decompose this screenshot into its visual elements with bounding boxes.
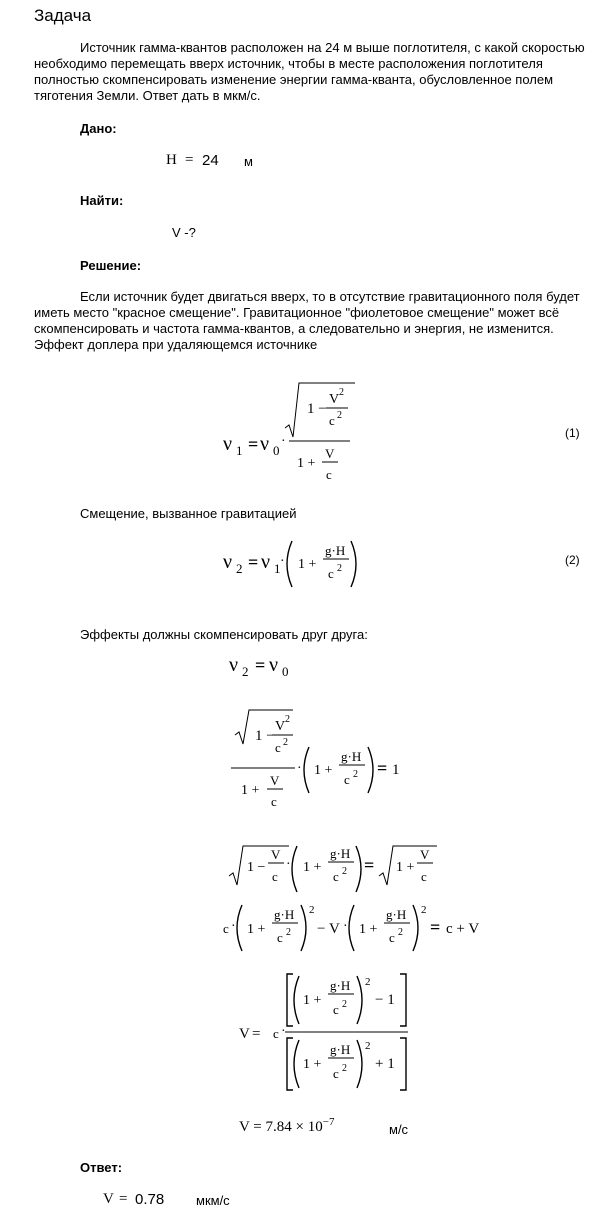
svg-text:1 +: 1 +	[303, 993, 322, 1008]
svg-text:=: =	[255, 655, 266, 675]
svg-text:c: c	[421, 869, 427, 884]
svg-text:1: 1	[392, 762, 400, 778]
svg-text:V: V	[275, 719, 286, 734]
svg-text:V: V	[271, 847, 281, 862]
svg-text:2: 2	[342, 866, 347, 877]
svg-text:c: c	[333, 1066, 339, 1081]
svg-text:2: 2	[337, 410, 342, 421]
svg-text:1 +: 1 +	[241, 783, 260, 798]
svg-text:ν: ν	[261, 551, 271, 573]
svg-text:ν: ν	[223, 433, 233, 455]
svg-text:ν: ν	[269, 654, 279, 676]
svg-text:c: c	[326, 467, 332, 482]
svg-text:c: c	[344, 772, 350, 787]
svg-text:2: 2	[353, 769, 358, 780]
shift-text: Смещение, вызванное гравитацией	[80, 506, 297, 521]
svg-text:2: 2	[286, 927, 291, 938]
svg-text:V: V	[325, 446, 335, 461]
answer-label: Ответ:	[80, 1160, 123, 1175]
svg-text:2: 2	[309, 904, 315, 916]
solution-text: Если источник будет двигаться вверх, то в отсутствие гравитационного поля будет иметь место "красное смещение". Гравитационное "фиолетовое смещение" может всё скомпенсировать и частота гамма-квантов, а следовательно и энергия, не изменится. Эффект доплера при удаляющемся источнике	[34, 289, 580, 352]
svg-text:·: ·	[281, 434, 286, 449]
svg-text:g·H: g·H	[325, 543, 346, 558]
svg-text:g·H: g·H	[330, 846, 351, 861]
svg-text:1 +: 1 +	[297, 456, 316, 471]
sqrt-equation	[225, 838, 445, 898]
svg-text:·: ·	[231, 919, 236, 934]
svg-text:=: =	[252, 1026, 261, 1042]
svg-text:1: 1	[236, 443, 243, 458]
compensate-text: Эффекты должны скомпенсировать друг друга:	[80, 627, 368, 642]
svg-text:2: 2	[242, 664, 249, 679]
svg-text:c: c	[333, 1002, 339, 1017]
combined-equation	[225, 702, 415, 817]
svg-text:g·H: g·H	[341, 749, 362, 764]
svg-text:2: 2	[398, 927, 403, 938]
svg-text:c: c	[389, 930, 395, 945]
svg-text:1 +: 1 +	[298, 557, 317, 572]
result-unit: м/с	[389, 1122, 409, 1137]
svg-text:ν: ν	[223, 551, 233, 573]
svg-text:2: 2	[283, 737, 288, 748]
svg-text:2: 2	[285, 714, 290, 725]
svg-text:1 +: 1 +	[303, 1057, 322, 1072]
svg-text:=: =	[377, 758, 388, 778]
svg-text:2: 2	[421, 904, 427, 916]
find-expr: V -?	[172, 225, 196, 240]
answer-unit: мкм/с	[196, 1193, 230, 1208]
svg-text:1 −: 1 −	[307, 401, 327, 417]
doppler-equation	[215, 375, 365, 490]
svg-text:1: 1	[274, 561, 281, 576]
given-unit: м	[244, 154, 253, 169]
svg-text:2: 2	[236, 561, 243, 576]
svg-text:g·H: g·H	[330, 978, 351, 993]
expanded-equation	[220, 897, 500, 957]
svg-text:2: 2	[337, 563, 342, 574]
svg-text:2: 2	[342, 1063, 347, 1074]
svg-text:=: =	[248, 552, 259, 572]
svg-text:1 +: 1 +	[303, 860, 322, 875]
svg-text:=: =	[364, 855, 375, 875]
page-title: Задача	[34, 6, 92, 25]
svg-text:− V: − V	[317, 921, 340, 937]
problem-text: Источник гамма-квантов расположен на 24 м выше поглотителя, с какой скоростью необходимо перемещать вверх источник, чтобы в месте расположения поглотителя полностью скомпенсировать изменение энергии гамма-кванта, обусловленное полем тяготения Земли. Ответ дать в мкм/с.	[34, 40, 585, 103]
given-value: 24	[202, 152, 219, 169]
svg-text:·: ·	[286, 857, 291, 872]
svg-text:c: c	[329, 413, 335, 428]
svg-text:2: 2	[365, 1040, 371, 1052]
svg-text:ν: ν	[229, 654, 239, 676]
svg-text:1 +: 1 +	[359, 922, 378, 937]
svg-text:V: V	[239, 1026, 250, 1042]
result-exponent: −7	[322, 1116, 335, 1128]
svg-text:c: c	[273, 1026, 279, 1041]
svg-text:g·H: g·H	[274, 907, 295, 922]
svg-text:1 −: 1 −	[247, 860, 266, 875]
svg-text:1 +: 1 +	[314, 763, 333, 778]
given-var: H	[166, 152, 177, 168]
velocity-formula	[235, 966, 425, 1096]
eq1-number: (1)	[565, 426, 580, 440]
svg-text:c: c	[272, 869, 278, 884]
nu-equality	[225, 652, 305, 682]
svg-text:1 +: 1 +	[247, 922, 266, 937]
svg-text:c: c	[271, 794, 277, 809]
given-label: Дано:	[80, 121, 117, 136]
solution-label: Решение:	[80, 258, 142, 273]
result-value	[239, 1116, 335, 1136]
svg-text:V: V	[270, 773, 280, 788]
svg-text:− 1: − 1	[375, 992, 395, 1008]
svg-text:c + V: c + V	[446, 921, 480, 937]
svg-text:1 −: 1 −	[255, 728, 275, 744]
svg-text:c: c	[328, 566, 334, 581]
svg-text:0: 0	[273, 443, 280, 458]
answer-eq: =	[119, 1191, 128, 1207]
svg-text:c: c	[333, 869, 339, 884]
svg-text:·: ·	[297, 761, 302, 776]
svg-text:·: ·	[343, 919, 348, 934]
svg-text:2: 2	[339, 387, 344, 398]
svg-text:=: =	[248, 434, 259, 454]
svg-text:·: ·	[281, 1024, 286, 1039]
svg-text:+ 1: + 1	[375, 1056, 395, 1072]
answer-var: V	[103, 1191, 114, 1207]
answer-value: 0.78	[135, 1191, 165, 1208]
svg-text:2: 2	[342, 999, 347, 1010]
find-label: Найти:	[80, 193, 124, 208]
gravity-shift-equation	[215, 535, 365, 595]
svg-text:ν: ν	[260, 433, 270, 455]
svg-text:V: V	[420, 847, 430, 862]
svg-text:g·H: g·H	[386, 907, 407, 922]
eq2-number: (2)	[565, 553, 580, 567]
given-eq: =	[185, 152, 194, 168]
svg-text:c: c	[277, 930, 283, 945]
svg-text:=: =	[430, 917, 441, 937]
svg-text:·: ·	[280, 554, 285, 569]
svg-text:V: V	[329, 392, 340, 407]
svg-text:0: 0	[282, 664, 289, 679]
svg-text:c: c	[223, 921, 229, 936]
svg-text:c: c	[275, 740, 281, 755]
svg-text:g·H: g·H	[330, 1042, 351, 1057]
svg-text:2: 2	[365, 976, 371, 988]
svg-text:1 +: 1 +	[396, 860, 415, 875]
result-prefix: V = 7.84 × 10	[239, 1119, 323, 1135]
